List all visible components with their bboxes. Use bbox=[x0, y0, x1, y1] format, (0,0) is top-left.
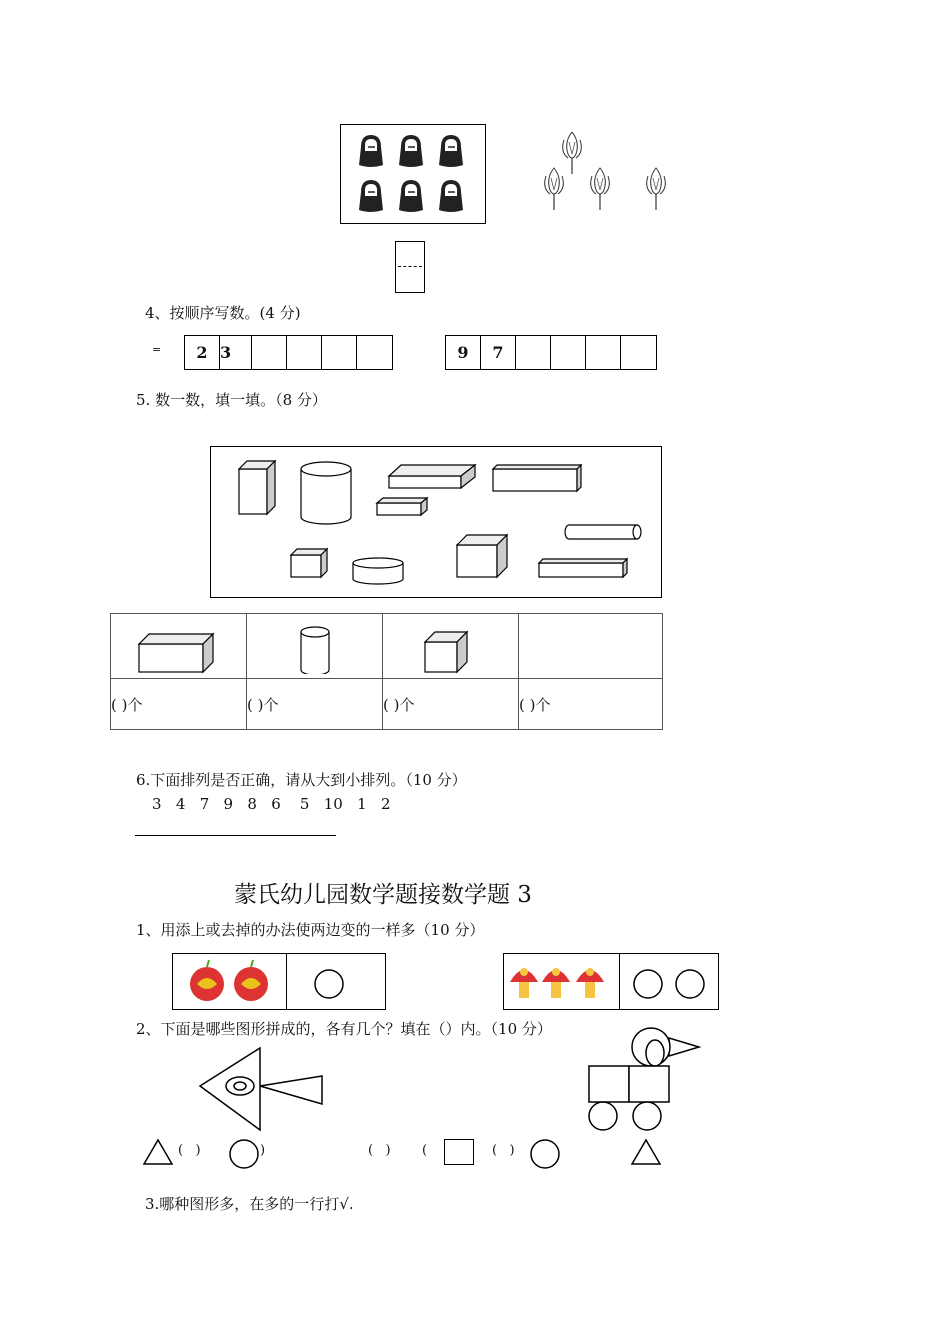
count-blank[interactable]: ( )个 bbox=[247, 679, 383, 730]
bag-icon bbox=[439, 180, 463, 212]
seq-b-cell[interactable]: 9 bbox=[446, 336, 481, 369]
flower-icon bbox=[647, 168, 666, 210]
paren-c[interactable]: ( ) bbox=[492, 1143, 515, 1158]
circle-icon bbox=[634, 970, 662, 998]
bag-icon bbox=[399, 180, 423, 212]
bags-picture-box bbox=[340, 124, 486, 224]
seq-a-cell[interactable] bbox=[322, 336, 357, 369]
count-blank[interactable]: ( )个 bbox=[111, 679, 247, 730]
answer-box-small[interactable] bbox=[395, 241, 425, 293]
seq-a-cell[interactable] bbox=[287, 336, 322, 369]
section6-title: 6.下面排列是否正确，请从大到小排列。（10 分） bbox=[136, 771, 467, 789]
mushroom-icon bbox=[510, 968, 538, 998]
circle-icon bbox=[676, 970, 704, 998]
sequence-row-b bbox=[445, 335, 657, 370]
seq-b-cell[interactable] bbox=[621, 336, 656, 369]
mushroom-icon bbox=[576, 968, 604, 998]
seq-b-cell[interactable] bbox=[516, 336, 551, 369]
solid-shapes-illustration bbox=[211, 447, 661, 597]
seq-b-cell[interactable] bbox=[551, 336, 586, 369]
cuboid-icon bbox=[111, 614, 246, 674]
flower-icon bbox=[545, 168, 564, 210]
count-table bbox=[110, 613, 663, 730]
shapes-picture-box bbox=[210, 446, 662, 598]
apple-icon bbox=[234, 960, 268, 1001]
count-blank[interactable]: ( )个 bbox=[383, 679, 519, 730]
answer-line[interactable] bbox=[135, 835, 336, 836]
empty-cell bbox=[519, 614, 663, 679]
apple-icon bbox=[190, 960, 224, 1001]
bag-icon-group bbox=[341, 125, 485, 223]
mushroom-icon bbox=[542, 968, 570, 998]
cube-cell bbox=[383, 614, 519, 679]
fish-figure bbox=[198, 1044, 328, 1134]
circle-icon bbox=[228, 1138, 260, 1170]
q3-title: 3.哪种图形多，在多的一行打√. bbox=[145, 1195, 354, 1213]
flower-icon bbox=[591, 168, 610, 210]
triangle-icon bbox=[630, 1138, 662, 1166]
bag-icon bbox=[359, 135, 383, 167]
section4-title: 4、按顺序写数。(4 分) bbox=[145, 304, 301, 322]
seq-a-cell[interactable] bbox=[357, 336, 392, 369]
apples-compare-box bbox=[172, 953, 386, 1010]
circle-icon bbox=[529, 1138, 561, 1170]
flower-icon bbox=[563, 132, 582, 174]
page-heading: 蒙氏幼儿园数学题接数学题 3 bbox=[234, 882, 532, 908]
q2-title: 2、下面是哪些图形拼成的，各有几个？填在（）内。（10 分） bbox=[136, 1020, 552, 1038]
paren-a[interactable]: ( ) bbox=[368, 1143, 391, 1158]
seq-a-cell[interactable]: 3 bbox=[220, 336, 252, 369]
triangle-icon bbox=[142, 1138, 174, 1166]
sequence-row-a bbox=[184, 335, 393, 370]
cylinder-icon bbox=[247, 614, 382, 674]
paren-circle[interactable]: ) bbox=[260, 1143, 266, 1158]
seq-b-cell[interactable]: 7 bbox=[481, 336, 516, 369]
bag-icon bbox=[439, 135, 463, 167]
mushrooms-compare-box bbox=[503, 953, 719, 1010]
seq-a-cell[interactable]: 2 bbox=[185, 336, 220, 369]
seq-a-cell[interactable] bbox=[252, 336, 287, 369]
number-sequence: 3 4 7 9 8 6 5 10 1 2 bbox=[152, 795, 391, 813]
paren-b[interactable]: ( bbox=[422, 1143, 428, 1158]
flower-icon-group bbox=[538, 132, 678, 216]
count-blank[interactable]: ( )个 bbox=[519, 679, 663, 730]
seq-b-cell[interactable] bbox=[586, 336, 621, 369]
paren-triangle[interactable]: ( ) bbox=[178, 1143, 201, 1158]
square-icon bbox=[444, 1139, 474, 1165]
circle-icon bbox=[315, 970, 343, 998]
bag-icon bbox=[359, 180, 383, 212]
equals-mark: = bbox=[152, 343, 162, 356]
section5-title: 5. 数一数，填一填。（8 分） bbox=[136, 391, 327, 409]
cuboid-cell bbox=[111, 614, 247, 679]
cube-icon bbox=[383, 614, 518, 674]
train-figure bbox=[585, 1024, 705, 1134]
cylinder-cell bbox=[247, 614, 383, 679]
bag-icon bbox=[399, 135, 423, 167]
q1-title: 1、用添上或去掉的办法使两边变的一样多（10 分） bbox=[136, 921, 485, 939]
